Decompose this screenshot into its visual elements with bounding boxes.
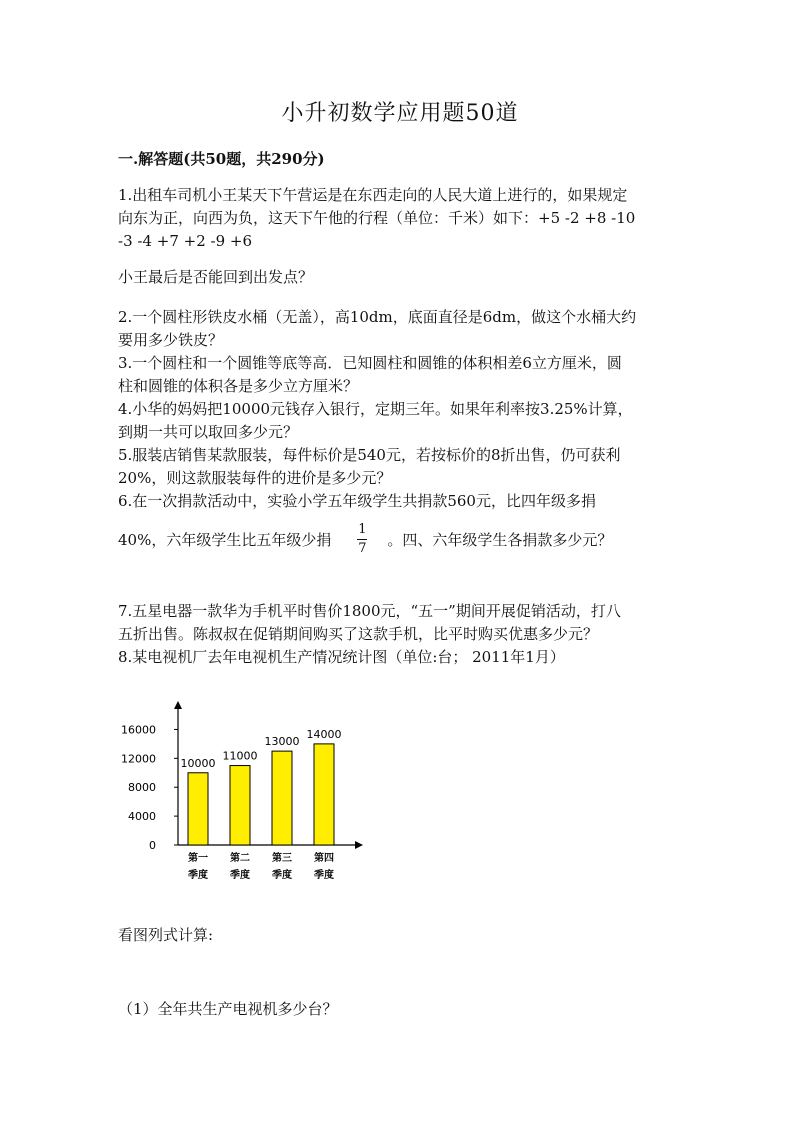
y-tick-label: 4000	[128, 810, 156, 824]
bar	[272, 751, 292, 845]
tv-production-bar-chart	[100, 700, 380, 900]
question-line: 2.一个圆柱形铁皮水桶（无盖），高10dm，底面直径是6dm，做这个水桶大约	[118, 308, 637, 326]
question-line: -3 -4 +7 +2 -9 +6	[118, 232, 253, 250]
question-line: 7.五星电器一款华为手机平时售价1800元，“五一”期间开展促销活动，打八	[118, 602, 621, 620]
sub-question-1: （1）全年共生产电视机多少台？	[118, 1000, 338, 1018]
questions-2-to-6	[118, 306, 688, 513]
bar	[314, 744, 334, 845]
question-line: 到期一共可以取回多少元？	[118, 423, 299, 441]
q6-text-before: 40%，六年级学生比五年级少捐	[118, 530, 332, 549]
question-line: 6.在一次捐款活动中，实验小学五年级学生共捐款560元，比四年级多捐	[118, 492, 596, 510]
y-tick-label: 8000	[128, 781, 156, 795]
question-line: 8.某电视机厂去年电视机生产情况统计图（单位:台； 2011年1月）	[118, 648, 565, 666]
fraction-bar	[357, 539, 367, 540]
question-6-continued	[118, 519, 698, 559]
question-line: 柱和圆锥的体积各是多少立方厘米？	[118, 377, 359, 395]
x-category-label: 季度	[188, 870, 208, 881]
x-category-label: 第四	[314, 853, 334, 864]
page-title: 小升初数学应用题50道	[281, 101, 519, 126]
question-line: 3.一个圆柱和一个圆锥等底等高．已知圆柱和圆锥的体积相差6立方厘米，圆	[118, 354, 622, 372]
question-line: 20%，则这款服装每件的进价是多少元？	[118, 469, 392, 487]
bar-data-label: 11000	[222, 749, 258, 763]
question-line: 5.服装店销售某款服装，每件标价是540元，若按标价的8折出售，仍可获利	[118, 446, 621, 464]
question-line: 要用多少铁皮？	[118, 331, 224, 349]
x-axis-arrow	[355, 841, 363, 849]
y-axis-arrow	[174, 701, 182, 709]
question-line: 1.出租车司机小王某天下午营运是在东西走向的人民大道上进行的，如果规定	[118, 186, 628, 204]
bar-data-label: 10000	[180, 756, 216, 770]
q6-text-after: 。四、六年级学生各捐款多少元？	[387, 530, 613, 549]
x-category-label: 第三	[272, 853, 292, 864]
question-line: 向东为正，向西为负，这天下午他的行程（单位：千米）如下：+5 -2 +8 -10	[118, 209, 636, 227]
y-tick-label: 0	[149, 839, 156, 852]
question-line: 五折出售。陈叔叔在促销期间购买了这款手机，比平时购买优惠多少元？	[118, 625, 599, 643]
y-tick-label: 16000	[121, 723, 156, 737]
fraction-denominator: 7	[358, 540, 367, 556]
fraction-one-seventh	[357, 523, 367, 556]
x-category-label: 第一	[188, 853, 208, 864]
bar-data-label: 14000	[306, 727, 342, 741]
questions-7-8	[118, 600, 688, 669]
x-category-label: 季度	[314, 870, 334, 881]
fraction-numerator: 1	[358, 521, 367, 537]
question-line: 4.小华的妈妈把10000元钱存入银行，定期三年。如果年利率按3.25%计算，	[118, 400, 633, 418]
question-1	[118, 184, 688, 253]
bar	[188, 773, 208, 845]
x-category-label: 季度	[230, 870, 250, 881]
section-heading: 一.解答题(共50题，共290分)	[118, 150, 325, 168]
x-category-label: 季度	[272, 870, 292, 881]
calc-instruction: 看图列式计算:	[118, 926, 214, 944]
question-1-ask: 小王最后是否能回到出发点？	[118, 268, 314, 286]
bar	[230, 766, 250, 845]
bar-data-label: 13000	[264, 735, 300, 749]
x-category-label: 第二	[230, 853, 250, 864]
y-tick-label: 12000	[121, 752, 156, 766]
